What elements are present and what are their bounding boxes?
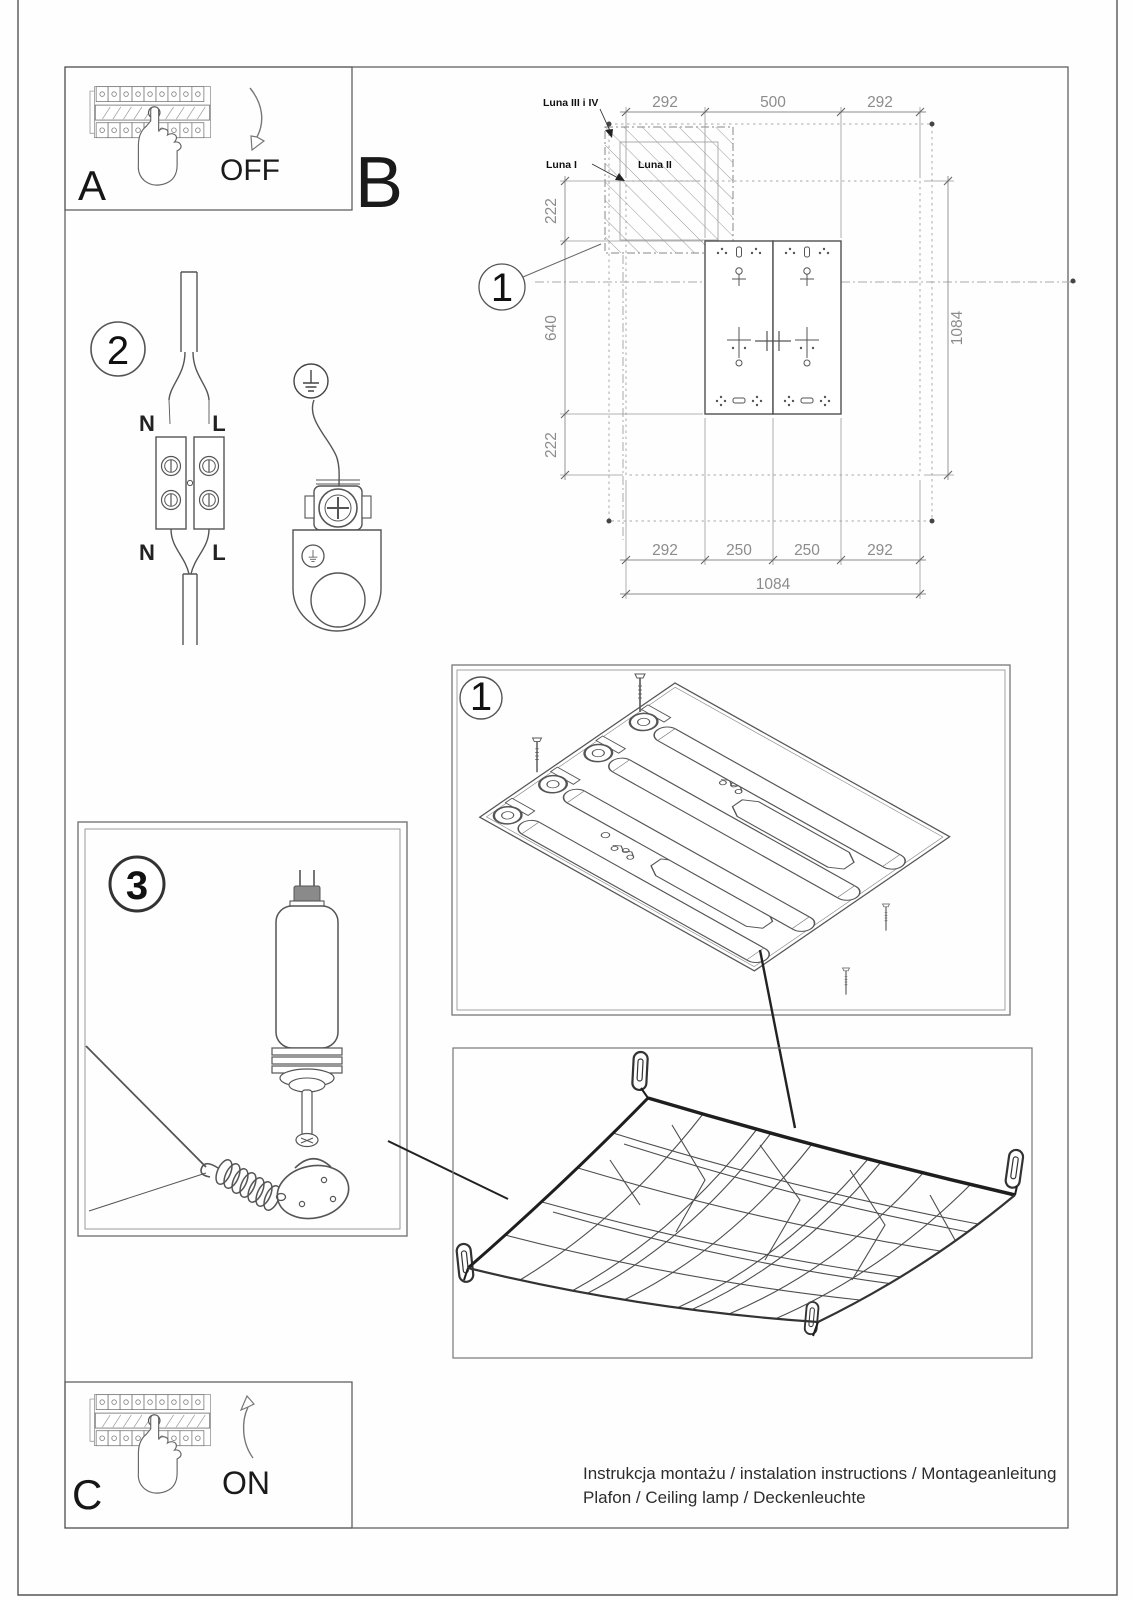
dim-top-500: 500: [760, 94, 786, 111]
panel-c-action: ON: [222, 1465, 270, 1501]
shade-edge-top-left: [468, 1098, 648, 1268]
weave-ribbon: [624, 1144, 968, 1232]
weave-ribbon: [624, 1144, 812, 1300]
shade-illustration: [453, 1048, 1032, 1358]
terminal-label-n-bottom: N: [139, 540, 155, 565]
on-arrow: [244, 1407, 253, 1458]
weave-ribbon: [505, 1235, 860, 1300]
weave-ribbon: [613, 1133, 978, 1224]
breaker-off-illustration: [90, 87, 211, 185]
dim-bottom-250b: 250: [794, 542, 820, 559]
panel-a-letter: A: [78, 162, 107, 209]
shade-edge-bottom-left: [468, 1268, 818, 1322]
ceiling-drilling-drawing: [479, 94, 1078, 599]
lamp-cable-bottom: [183, 574, 197, 645]
frame-screw-4: [843, 968, 850, 995]
spring-hook: [201, 1164, 218, 1177]
terminal-label-l-top: L: [212, 411, 226, 436]
dim-right-1084: 1084: [949, 310, 966, 346]
breaker-on-illustration: [90, 1395, 211, 1493]
shade-edge-bottom-right: [818, 1195, 1015, 1322]
dim-top-292b: 292: [867, 94, 893, 111]
wiring-step: [91, 272, 381, 645]
panel-c-letter: C: [72, 1471, 103, 1518]
dim-bottom-250a: 250: [726, 542, 752, 559]
dim-bottom-292b: 292: [867, 542, 893, 559]
corner-hook-top: [632, 1052, 648, 1091]
terminal-block-hole: [187, 480, 192, 485]
suspension-wire-2: [89, 1173, 206, 1211]
suspension-wire: [86, 1046, 206, 1167]
holder-tab-left: [305, 496, 314, 518]
frame-step: [452, 665, 1010, 1015]
leader-tensioner-to-shade: [388, 1141, 508, 1199]
terminal-block-right: [194, 437, 224, 529]
terminal-label-n-top: N: [139, 411, 155, 436]
tensioner-cylinder: [272, 870, 342, 1147]
panel-c: [65, 1382, 352, 1528]
weave-ribbon: [610, 1160, 640, 1205]
terminal-label-l-bottom: L: [212, 540, 226, 565]
weave-ribbon: [930, 1195, 955, 1240]
supply-cable-top: [181, 272, 197, 352]
step-balloon-3-number: 3: [125, 864, 149, 908]
panel-a-action: OFF: [220, 154, 280, 187]
step-balloon-2-number: 2: [106, 329, 130, 373]
holder-knurl-lines: [316, 480, 360, 484]
frame-screw-2: [533, 738, 542, 772]
leader-frame-to-shade: [760, 950, 795, 1128]
weave-ribbon: [760, 1145, 800, 1260]
holder-tab-right: [362, 496, 371, 518]
balloon-1-leader: [523, 244, 601, 277]
off-arrow-head-icon: [251, 136, 264, 150]
panel-a: [65, 67, 352, 210]
dim-left-222a: 222: [543, 198, 560, 224]
exploded-frame: [480, 683, 950, 971]
label-luna-2: Luna II: [638, 159, 672, 171]
step-balloon-1-number: 1: [490, 266, 514, 310]
footer-line-1: Instrukcja montażu / instalation instructions / Montageanleitung: [583, 1464, 1057, 1483]
label-luna-1: Luna I: [546, 159, 577, 171]
wires-split-top: [169, 352, 209, 400]
weave-ribbon: [850, 1170, 885, 1280]
corner-hook-right: [1005, 1149, 1024, 1189]
dim-left-640: 640: [543, 315, 560, 341]
spring-coil: [213, 1157, 288, 1212]
frame-screw-3: [883, 904, 890, 931]
off-arrow: [250, 88, 262, 137]
bare-wire-tips-top: [169, 400, 209, 424]
dim-bottom-292a: 292: [652, 542, 678, 559]
dim-bottom-total: 1084: [755, 576, 791, 593]
shade-edge-top-right: [648, 1098, 1015, 1195]
dim-left-222b: 222: [543, 432, 560, 458]
dim-top-292a: 292: [652, 94, 678, 111]
step-balloon-1-frame-number: 1: [469, 675, 493, 719]
weave-ribbon: [578, 1168, 940, 1251]
wires-merge-bottom: [171, 529, 209, 574]
terminal-block-left: [156, 437, 186, 529]
label-luna-3-4: Luna III i IV: [543, 97, 599, 109]
earth-wire: [312, 400, 339, 486]
tensioner-step: [78, 822, 407, 1236]
weave-ribbon: [542, 1202, 901, 1277]
canopy-hatched-area: [605, 127, 733, 253]
body-cable-hole: [311, 573, 365, 627]
woven-shade-pattern: [505, 1114, 978, 1319]
panel-b-letter: B: [355, 143, 404, 223]
weave-ribbon: [572, 1129, 757, 1291]
footer-line-2: Plafon / Ceiling lamp / Deckenleuchte: [583, 1488, 866, 1507]
ceiling-disc: [272, 1159, 353, 1225]
corner-hook-bottom: [804, 1301, 819, 1334]
